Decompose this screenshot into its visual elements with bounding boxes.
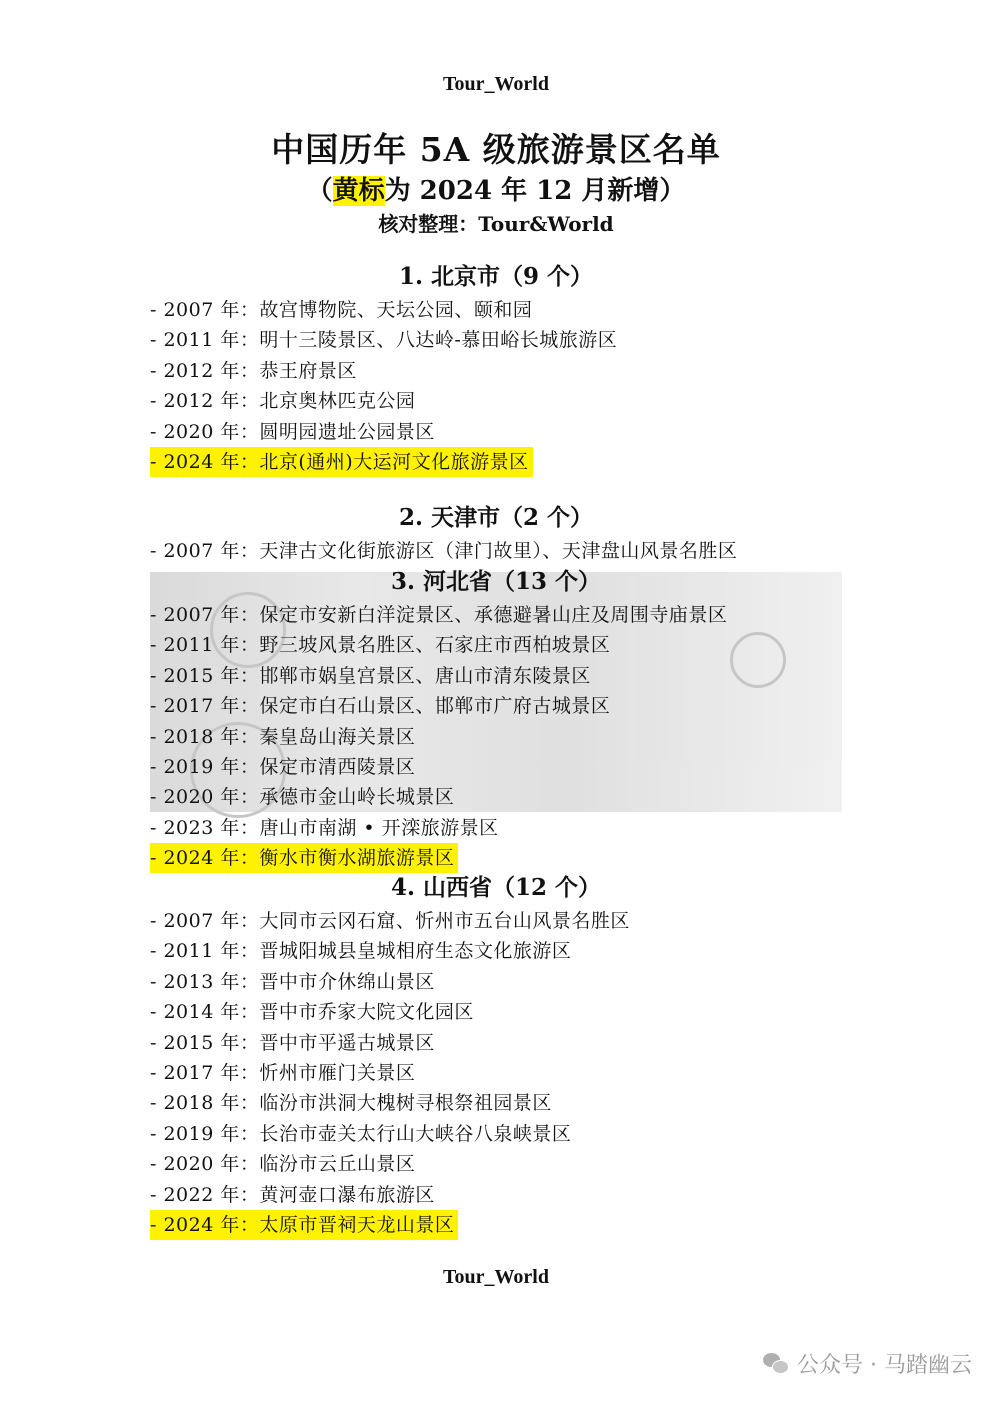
entry-year: - 2023 年：	[150, 816, 260, 839]
entry-year: - 2017 年：	[150, 695, 260, 718]
list-item	[150, 1088, 552, 1118]
entry-year: - 2007 年：	[150, 540, 260, 562]
list-item	[150, 1028, 435, 1058]
list-item	[150, 417, 435, 447]
entry-sites: 保定市白石山景区、邯郸市广府古城景区	[259, 695, 611, 718]
list-item	[150, 997, 474, 1027]
section-heading: 4. 山西省（12 个）	[390, 874, 602, 901]
compiled-by: 核对整理：Tour&World	[378, 212, 614, 236]
list-item-new-2024	[150, 447, 533, 477]
list-item	[150, 906, 630, 936]
entry-year: - 2024 年：	[150, 847, 260, 870]
section-heading: 2. 天津市（2 个）	[398, 504, 594, 531]
entry-sites: 晋中市乔家大院文化园区	[259, 1001, 474, 1024]
section-heading: 1. 北京市（9 个）	[398, 263, 594, 290]
list-item	[150, 661, 591, 691]
wechat-watermark-text: 公众号 · 马踏幽云	[797, 1353, 972, 1378]
entry-year: - 2015 年：	[150, 664, 260, 687]
list-item	[150, 386, 415, 416]
entry-sites: 承德市金山岭长城景区	[259, 786, 455, 809]
entry-year: - 2020 年：	[150, 1153, 260, 1176]
list-item	[150, 630, 610, 660]
entry-year: - 2011 年：	[150, 940, 260, 963]
entry-sites: 临汾市洪洞大槐树寻根祭祖园景区	[259, 1092, 552, 1115]
list-item	[150, 752, 415, 782]
list-item	[150, 325, 617, 355]
list-item	[150, 722, 415, 752]
list-item	[150, 936, 571, 966]
entry-year: - 2024 年：	[150, 451, 260, 473]
subtitle-highlight: 黄标	[332, 176, 385, 206]
entry-sites: 保定市安新白洋淀景区、承德避暑山庄及周围寺庙景区	[259, 604, 728, 626]
entry-year: - 2018 年：	[150, 1092, 260, 1115]
list-item-new-2024	[150, 843, 458, 873]
wechat-watermark	[763, 1348, 972, 1379]
entry-sites: 长治市壶关太行山大峡谷八泉峡景区	[259, 1122, 572, 1145]
entry-year: - 2022 年：	[150, 1183, 260, 1206]
entry-sites: 天津古文化街旅游区（津门故里）、天津盘山风景名胜区	[259, 540, 738, 562]
list-item	[150, 1058, 415, 1088]
list-item	[150, 536, 737, 566]
entry-year: - 2007 年：	[150, 604, 260, 626]
entry-sites: 晋中市介休绵山景区	[259, 970, 435, 993]
wechat-icon	[763, 1353, 789, 1375]
entry-sites: 故宫博物院、天坛公园、颐和园	[259, 299, 533, 321]
entry-year: - 2013 年：	[150, 970, 260, 993]
subtitle-rest: 为 2024 年 12 月新增）	[384, 176, 686, 206]
entry-year: - 2020 年：	[150, 420, 260, 443]
list-item-new-2024	[150, 1210, 458, 1240]
entry-year: - 2012 年：	[150, 390, 260, 413]
entry-sites: 恭王府景区	[259, 359, 357, 382]
entry-year: - 2019 年：	[150, 756, 260, 778]
entry-sites: 黄河壶口瀑布旅游区	[259, 1183, 435, 1206]
entry-year: - 2012 年：	[150, 359, 260, 382]
entry-sites: 晋中市平遥古城景区	[259, 1031, 435, 1054]
subtitle-open: （	[306, 176, 333, 206]
entry-sites: 太原市晋祠天龙山景区	[259, 1214, 455, 1236]
entry-sites: 秦皇岛山海关景区	[259, 725, 416, 748]
entry-year: - 2020 年：	[150, 786, 260, 809]
brand-header: Tour_World	[443, 73, 549, 95]
entry-sites: 保定市清西陵景区	[259, 756, 416, 778]
entry-year: - 2011 年：	[150, 634, 260, 657]
list-item	[150, 356, 357, 386]
entry-year: - 2017 年：	[150, 1062, 260, 1084]
section-heading: 3. 河北省（13 个）	[390, 568, 602, 595]
entry-sites: 晋城阳城县皇城相府生态文化旅游区	[259, 940, 572, 963]
entry-sites: 野三坡风景名胜区、石家庄市西柏坡景区	[259, 634, 611, 657]
entry-sites: 大同市云冈石窟、忻州市五台山风景名胜区	[259, 910, 630, 932]
entry-year: - 2007 年：	[150, 910, 260, 932]
entry-year: - 2007 年：	[150, 299, 260, 321]
entry-sites: 明十三陵景区、八达岭-慕田峪长城旅游区	[259, 329, 618, 352]
entry-sites: 忻州市雁门关景区	[259, 1062, 416, 1084]
page-title: 中国历年 5A 级旅游景区名单	[271, 130, 721, 169]
entry-sites: 北京(通州)大运河文化旅游景区	[259, 451, 529, 473]
entry-sites: 圆明园遗址公园景区	[259, 420, 435, 443]
list-item	[150, 600, 727, 630]
list-item	[150, 295, 532, 325]
page-subtitle	[0, 170, 992, 207]
list-item	[150, 813, 499, 843]
entry-year: - 2024 年：	[150, 1214, 260, 1236]
entry-year: - 2015 年：	[150, 1031, 260, 1054]
entry-year: - 2011 年：	[150, 329, 260, 352]
list-item	[150, 782, 454, 812]
list-item	[150, 1149, 415, 1179]
entry-year: - 2019 年：	[150, 1122, 260, 1145]
entry-year: - 2014 年：	[150, 1001, 260, 1024]
list-item	[150, 691, 610, 721]
list-item	[150, 967, 435, 997]
entry-sites: 衡水市衡水湖旅游景区	[259, 847, 455, 870]
entry-sites: 临汾市云丘山景区	[259, 1153, 416, 1176]
entry-year: - 2018 年：	[150, 725, 260, 748]
entry-sites: 北京奥林匹克公园	[259, 390, 416, 413]
list-item	[150, 1180, 435, 1210]
entry-sites: 邯郸市娲皇宫景区、唐山市清东陵景区	[259, 664, 591, 687]
entry-sites: 唐山市南湖 • 开滦旅游景区	[259, 816, 499, 839]
brand-footer: Tour_World	[443, 1266, 549, 1288]
list-item	[150, 1119, 571, 1149]
